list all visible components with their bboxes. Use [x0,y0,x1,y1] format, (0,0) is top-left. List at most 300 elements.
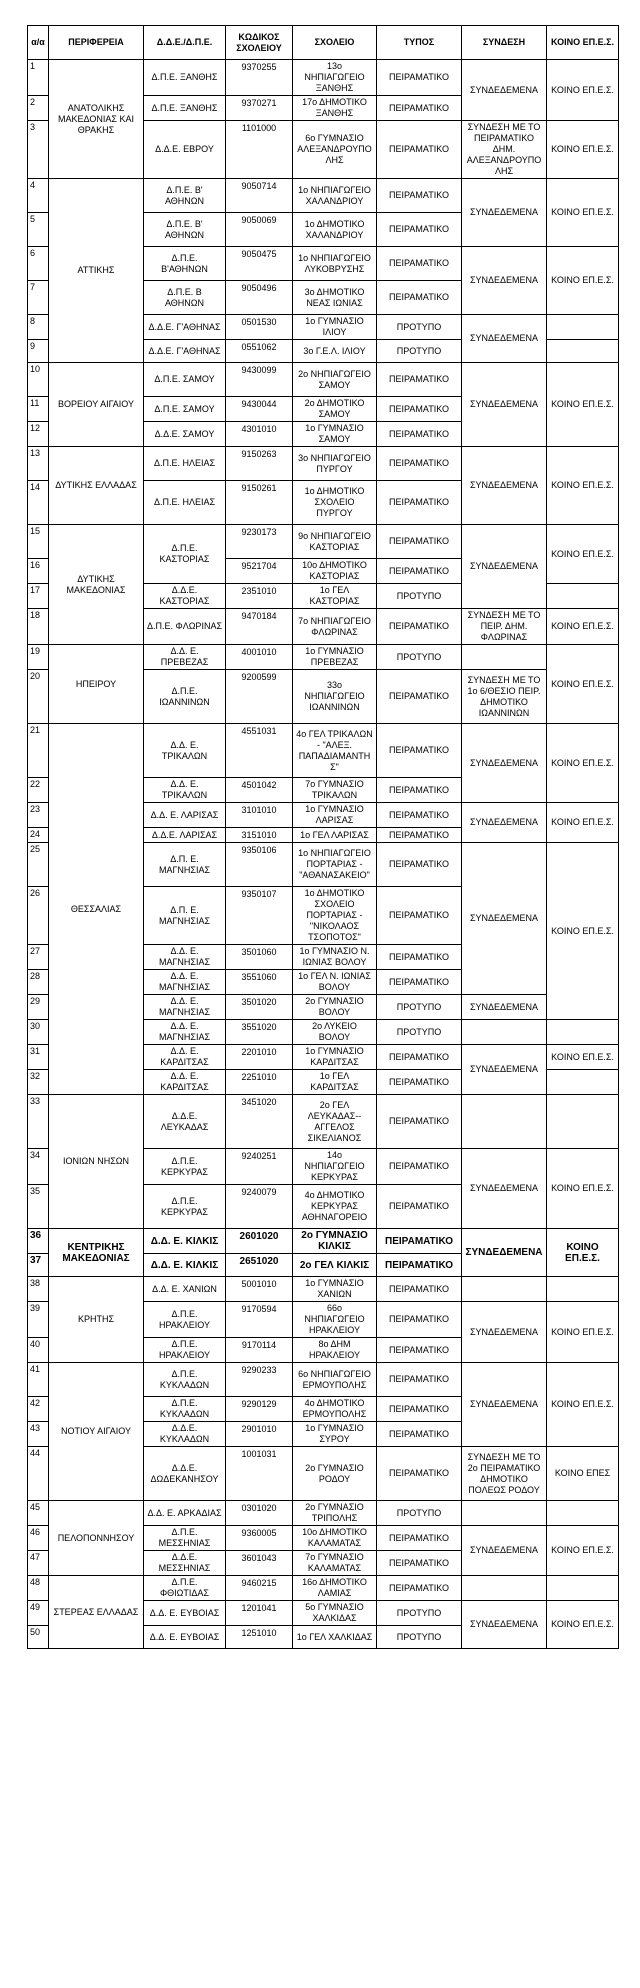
row-number-cell: 49 [28,1601,49,1626]
directorate-cell: Δ.Δ. Ε. ΧΑΝΙΩΝ [144,1277,226,1302]
connection-cell [462,1501,547,1526]
directorate-cell: Δ.Π.Ε. ΗΛΕΙΑΣ [144,447,226,481]
row-number-cell: 33 [28,1095,49,1149]
school-name-cell: 1ο ΔΗΜΟΤΙΚΟ ΣΧΟΛΕΙΟ ΠΟΡΤΑΡΙΑΣ - "ΝΙΚΟΛΑΟΣ ΤΣΟΠΟΤΟΣ" [293,887,377,945]
header-cell-number: α/α [28,26,49,60]
school-code-cell: 4551031 [226,724,293,778]
common-council-cell: ΚΟΙΝΟ ΕΠ.Ε.Σ. [547,843,619,1020]
school-type-cell: ΠΡΟΤΥΠΟ [377,315,462,340]
header-cell-type: ΤΥΠΟΣ [377,26,462,60]
row-number-cell: 32 [28,1070,49,1095]
school-name-cell: 1ο ΔΗΜΟΤΙΚΟ ΣΧΟΛΕΙΟ ΠΥΡΓΟΥ [293,481,377,525]
row-number-cell: 21 [28,724,49,778]
directorate-cell: Δ.Δ. Ε. ΚΙΛΚΙΣ [144,1254,226,1277]
school-type-cell: ΠΕΙΡΑΜΑΤΙΚΟ [377,945,462,970]
table-row [28,363,619,397]
row-number-cell: 25 [28,843,49,887]
school-name-cell: 2ο ΓΕΛ ΛΕΥΚΑΔΑΣ-- ΑΓΓΕΛΟΣ ΣΙΚΕΛΙΑΝΟΣ [293,1095,377,1149]
school-code-cell: 5001010 [226,1277,293,1302]
connection-cell: ΣΥΝΔΕΔΕΜΕΝΑ [462,1601,547,1649]
common-council-cell [547,1095,619,1149]
school-code-cell: 2651020 [226,1254,293,1277]
school-name-cell: 2ο ΓΥΜΝΑΣΙΟ ΡΟΔΟΥ [293,1447,377,1501]
school-code-cell: 9290233 [226,1363,293,1397]
schools-table [27,25,619,1649]
school-code-cell: 9050714 [226,179,293,213]
header-cell-common-council: ΚΟΙΝΟ ΕΠ.Ε.Σ. [547,26,619,60]
connection-cell [462,1576,547,1601]
row-number-cell: 22 [28,778,49,803]
directorate-cell: Δ.Π.Ε. Β ΑΘΗΝΩΝ [144,281,226,315]
school-type-cell: ΠΕΙΡΑΜΑΤΙΚΟ [377,397,462,422]
school-name-cell: 5ο ΓΥΜΝΑΣΙΟ ΧΑΛΚΙΔΑΣ [293,1601,377,1626]
school-type-cell: ΠΕΙΡΑΜΑΤΙΚΟ [377,1254,462,1277]
common-council-cell: ΚΟΙΝΟ ΕΠ.Ε.Σ. [547,803,619,843]
connection-cell: ΣΥΝΔΕΣΗ ΜΕ ΤΟ 2ο ΠΕΙΡΑΜΑΤΙΚΟ ΔΗΜΟΤΙΚΟ ΠΟΛΕΩΣ ΡΟΔΟΥ [462,1447,547,1501]
school-type-cell: ΠΕΙΡΑΜΑΤΙΚΟ [377,179,462,213]
row-number-cell: 47 [28,1551,49,1576]
row-number-cell: 46 [28,1526,49,1551]
school-name-cell: 13ο ΝΗΠΙΑΓΩΓΕΙΟ ΞΑΝΘΗΣ [293,60,377,96]
row-number-cell: 1 [28,60,49,96]
school-code-cell: 9050475 [226,247,293,281]
directorate-cell: Δ.Π.Ε. ΚΕΡΚΥΡΑΣ [144,1185,226,1229]
common-council-cell [547,1277,619,1302]
directorate-cell: Δ.Π.Ε. ΗΡΑΚΛΕΙΟΥ [144,1302,226,1338]
common-council-cell [547,584,619,609]
school-type-cell: ΠΕΙΡΑΜΑΤΙΚΟ [377,1363,462,1397]
common-council-cell [547,315,619,340]
table-row [28,645,619,670]
region-cell: ΚΕΝΤΡΙΚΗΣ ΜΑΚΕΔΟΝΙΑΣ [49,1229,144,1277]
school-type-cell: ΠΕΙΡΑΜΑΤΙΚΟ [377,1095,462,1149]
school-name-cell: 1ο ΓΥΜΝΑΣΙΟ ΛΑΡΙΣΑΣ [293,803,377,828]
directorate-cell: Δ.Δ. Ε. ΛΑΡΙΣΑΣ [144,803,226,828]
common-council-cell: ΚΟΙΝΟ ΕΠ.Ε.Σ. [547,1601,619,1649]
row-number-cell: 39 [28,1302,49,1338]
school-name-cell: 2ο ΔΗΜΟΤΙΚΟ ΣΑΜΟΥ [293,397,377,422]
school-code-cell: 4001010 [226,645,293,670]
school-code-cell: 9230173 [226,525,293,559]
connection-cell: ΣΥΝΔΕΔΕΜΕΝΑ [462,179,547,247]
row-number-cell: 10 [28,363,49,397]
row-number-cell: 12 [28,422,49,447]
common-council-cell [547,1020,619,1045]
directorate-cell: Δ.Π.Ε. ΙΩΑΝΝΙΝΩΝ [144,670,226,724]
school-code-cell: 4301010 [226,422,293,447]
header-cell-region: ΠΕΡΙΦΕΡΕΙΑ [49,26,144,60]
school-type-cell: ΠΕΙΡΑΜΑΤΙΚΟ [377,559,462,584]
directorate-cell: Δ.Δ. Ε. ΜΑΓΝΗΣΙΑΣ [144,995,226,1020]
school-code-cell: 9240079 [226,1185,293,1229]
school-type-cell: ΠΡΟΤΥΠΟ [377,340,462,363]
common-council-cell [547,1576,619,1601]
common-council-cell: ΚΟΙΝΟ ΕΠ.Ε.Σ. [547,1363,619,1447]
school-type-cell: ΠΡΟΤΥΠΟ [377,645,462,670]
row-number-cell: 8 [28,315,49,340]
school-name-cell: 2ο ΓΕΛ ΚΙΛΚΙΣ [293,1254,377,1277]
common-council-cell: ΚΟΙΝΟ ΕΠ.Ε.Σ. [547,363,619,447]
school-name-cell: 3ο ΝΗΠΙΑΓΩΓΕΙΟ ΠΥΡΓΟΥ [293,447,377,481]
school-name-cell: 7ο ΝΗΠΙΑΓΩΓΕΙΟ ΦΛΩΡΙΝΑΣ [293,609,377,645]
directorate-cell: Δ.Π.Ε. ΚΕΡΚΥΡΑΣ [144,1149,226,1185]
connection-cell: ΣΥΝΔΕΔΕΜΕΝΑ [462,1526,547,1576]
school-type-cell: ΠΡΟΤΥΠΟ [377,1601,462,1626]
school-name-cell: 1ο ΓΥΜΝΑΣΙΟ ΣΑΜΟΥ [293,422,377,447]
school-code-cell: 0501530 [226,315,293,340]
school-type-cell: ΠΡΟΤΥΠΟ [377,1020,462,1045]
connection-cell: ΣΥΝΔΕΔΕΜΕΝΑ [462,724,547,803]
directorate-cell: Δ.Π.Ε. Β' ΑΘΗΝΩΝ [144,179,226,213]
region-cell: ΘΕΣΣΑΛΙΑΣ [49,724,144,1095]
table-row [28,525,619,559]
connection-cell: ΣΥΝΔΕΣΗ ΜΕ ΤΟ ΠΕΙΡ. ΔΗΜ. ΦΛΩΡΙΝΑΣ [462,609,547,645]
school-code-cell: 3601043 [226,1551,293,1576]
school-type-cell: ΠΡΟΤΥΠΟ [377,1501,462,1526]
common-council-cell: ΚΟΙΝΟ ΕΠ.Ε.Σ. [547,1526,619,1576]
school-name-cell: 1ο ΓΥΜΝΑΣΙΟ Ν. ΙΩΝΙΑΣ ΒΟΛΟΥ [293,945,377,970]
school-name-cell: 9ο ΝΗΠΙΑΓΩΓΕΙΟ ΚΑΣΤΟΡΙΑΣ [293,525,377,559]
directorate-cell: Δ.Δ. Ε. ΚΙΛΚΙΣ [144,1229,226,1254]
school-type-cell: ΠΕΙΡΑΜΑΤΙΚΟ [377,96,462,121]
school-name-cell: 2ο ΓΥΜΝΑΣΙΟ ΒΟΛΟΥ [293,995,377,1020]
directorate-cell: Δ.Δ.Ε. Γ'ΑΘΗΝΑΣ [144,340,226,363]
school-name-cell: 3ο ΔΗΜΟΤΙΚΟ ΝΕΑΣ ΙΩΝΙΑΣ [293,281,377,315]
region-cell: ΗΠΕΙΡΟΥ [49,645,144,724]
directorate-cell: Δ.Π.Ε. Β'ΑΘΗΝΩΝ [144,247,226,281]
school-code-cell: 9170594 [226,1302,293,1338]
connection-cell: ΣΥΝΔΕΔΕΜΕΝΑ [462,803,547,843]
connection-cell: ΣΥΝΔΕΔΕΜΕΝΑ [462,995,547,1020]
connection-cell [462,645,547,670]
directorate-cell: Δ.Δ.Ε. ΕΒΡΟΥ [144,121,226,179]
table-row [28,179,619,213]
common-council-cell: ΚΟΙΝΟ ΕΠ.Ε.Σ. [547,60,619,121]
connection-cell: ΣΥΝΔΕΔΕΜΕΝΑ [462,525,547,609]
school-code-cell: 9200599 [226,670,293,724]
common-council-cell: ΚΟΙΝΟ ΕΠ.Ε.Σ. [547,1229,619,1277]
school-code-cell: 2251010 [226,1070,293,1095]
directorate-cell: Δ.Π.Ε. ΗΡΑΚΛΕΙΟΥ [144,1338,226,1363]
common-council-cell: ΚΟΙΝΟ ΕΠΕΣ [547,1447,619,1501]
directorate-cell: Δ.Δ. Ε. ΕΥΒΟΙΑΣ [144,1626,226,1649]
header-row [28,26,619,60]
table-body [28,60,619,1649]
school-name-cell: 1ο ΝΗΠΙΑΓΩΓΕΙΟ ΠΟΡΤΑΡΙΑΣ - "ΑΘΑΝΑΣΑΚΕΙΟ" [293,843,377,887]
school-code-cell: 3151010 [226,828,293,843]
connection-cell: ΣΥΝΔΕΔΕΜΕΝΑ [462,60,547,121]
row-number-cell: 28 [28,970,49,995]
row-number-cell: 29 [28,995,49,1020]
school-name-cell: 1ο ΓΕΛ ΛΑΡΙΣΑΣ [293,828,377,843]
school-code-cell: 9430099 [226,363,293,397]
directorate-cell: Δ.Δ. Ε. ΤΡΙΚΑΛΩΝ [144,778,226,803]
school-type-cell: ΠΕΙΡΑΜΑΤΙΚΟ [377,828,462,843]
common-council-cell: ΚΟΙΝΟ ΕΠ.Ε.Σ. [547,447,619,525]
school-type-cell: ΠΡΟΤΥΠΟ [377,584,462,609]
region-cell: ΠΕΛΟΠΟΝΝΗΣΟΥ [49,1501,144,1576]
school-name-cell: 66ο ΝΗΠΙΑΓΩΓΕΙΟ ΗΡΑΚΛΕΙΟΥ [293,1302,377,1338]
row-number-cell: 26 [28,887,49,945]
directorate-cell: Δ.Δ. Ε. ΕΥΒΟΙΑΣ [144,1601,226,1626]
school-code-cell: 3101010 [226,803,293,828]
table-row [28,1229,619,1254]
row-number-cell: 27 [28,945,49,970]
school-code-cell: 2601020 [226,1229,293,1254]
school-code-cell: 9290129 [226,1397,293,1422]
school-name-cell: 1ο ΝΗΠΙΑΓΩΓΕΙΟ ΧΑΛΑΝΔΡΙΟΥ [293,179,377,213]
region-cell: ΚΡΗΤΗΣ [49,1277,144,1363]
school-type-cell: ΠΕΙΡΑΜΑΤΙΚΟ [377,1447,462,1501]
row-number-cell: 34 [28,1149,49,1185]
school-type-cell: ΠΕΙΡΑΜΑΤΙΚΟ [377,1526,462,1551]
table-row [28,1576,619,1601]
connection-cell: ΣΥΝΔΕΔΕΜΕΝΑ [462,247,547,315]
directorate-cell: Δ.Δ.Ε. ΔΩΔΕΚΑΝΗΣΟΥ [144,1447,226,1501]
school-type-cell: ΠΕΙΡΑΜΑΤΙΚΟ [377,1397,462,1422]
school-type-cell: ΠΕΙΡΑΜΑΤΙΚΟ [377,281,462,315]
directorate-cell: Δ.Π.Ε. ΦΛΩΡΙΝΑΣ [144,609,226,645]
directorate-cell: Δ.Π.Ε. ΚΥΚΛΑΔΩΝ [144,1397,226,1422]
school-name-cell: 2ο ΓΥΜΝΑΣΙΟ ΤΡΙΠΟΛΗΣ [293,1501,377,1526]
school-name-cell: 2ο ΛΥΚΕΙΟ ΒΟΛΟΥ [293,1020,377,1045]
connection-cell: ΣΥΝΔΕΔΕΜΕΝΑ [462,1149,547,1229]
directorate-cell: Δ.Δ.Ε. ΛΕΥΚΑΔΑΣ [144,1095,226,1149]
table-row [28,60,619,96]
row-number-cell: 14 [28,481,49,525]
connection-cell: ΣΥΝΔΕΔΕΜΕΝΑ [462,1229,547,1277]
school-type-cell: ΠΕΙΡΑΜΑΤΙΚΟ [377,1422,462,1447]
school-code-cell: 9240251 [226,1149,293,1185]
school-name-cell: 4ο ΔΗΜΟΤΙΚΟ ΕΡΜΟΥΠΟΛΗΣ [293,1397,377,1422]
directorate-cell: Δ.Δ.Ε. ΣΑΜΟΥ [144,422,226,447]
directorate-cell: Δ.Π. Ε. ΜΑΓΝΗΣΙΑΣ [144,887,226,945]
directorate-cell: Δ.Π.Ε. ΣΑΜΟΥ [144,363,226,397]
row-number-cell: 5 [28,213,49,247]
school-type-cell: ΠΕΙΡΑΜΑΤΙΚΟ [377,481,462,525]
school-name-cell: 4ο ΓΕΛ ΤΡΙΚΑΛΩΝ - "ΑΛΕΞ. ΠΑΠΑΔΙΑΜΑΝΤΗΣ" [293,724,377,778]
school-name-cell: 1ο ΓΕΛ Ν. ΙΩΝΙΑΣ ΒΟΛΟΥ [293,970,377,995]
row-number-cell: 30 [28,1020,49,1045]
connection-cell: ΣΥΝΔΕΔΕΜΕΝΑ [462,843,547,995]
school-type-cell: ΠΡΟΤΥΠΟ [377,1626,462,1649]
school-name-cell: 10ο ΔΗΜΟΤΙΚΟ ΚΑΛΑΜΑΤΑΣ [293,1526,377,1551]
school-code-cell: 0551062 [226,340,293,363]
school-code-cell: 9150263 [226,447,293,481]
school-name-cell: 4ο ΔΗΜΟΤΙΚΟ ΚΕΡΚΥΡΑΣ ΑΘΗΝΑΓΟΡΕΙΟ [293,1185,377,1229]
directorate-cell: Δ.Δ.Ε. ΛΑΡΙΣΑΣ [144,828,226,843]
school-type-cell: ΠΕΙΡΑΜΑΤΙΚΟ [377,887,462,945]
school-code-cell: 9350106 [226,843,293,887]
school-name-cell: 3ο Γ.Ε.Λ. ΙΛΙΟΥ [293,340,377,363]
common-council-cell: ΚΟΙΝΟ ΕΠ.Ε.Σ. [547,1302,619,1363]
school-code-cell: 1251010 [226,1626,293,1649]
school-code-cell: 9430044 [226,397,293,422]
connection-cell [462,1277,547,1302]
directorate-cell: Δ.Δ.Ε. ΚΥΚΛΑΔΩΝ [144,1422,226,1447]
common-council-cell: ΚΟΙΝΟ ΕΠ.Ε.Σ. [547,1149,619,1229]
common-council-cell [547,1070,619,1095]
school-type-cell: ΠΕΙΡΑΜΑΤΙΚΟ [377,363,462,397]
school-code-cell: 1201041 [226,1601,293,1626]
school-name-cell: 1ο ΓΕΛ ΚΑΡΔΙΤΣΑΣ [293,1070,377,1095]
common-council-cell: ΚΟΙΝΟ ΕΠ.Ε.Σ. [547,609,619,645]
connection-cell: ΣΥΝΔΕΔΕΜΕΝΑ [462,315,547,363]
table-row [28,1363,619,1397]
row-number-cell: 37 [28,1254,49,1277]
school-code-cell: 9050496 [226,281,293,315]
row-number-cell: 48 [28,1576,49,1601]
school-code-cell: 9370271 [226,96,293,121]
row-number-cell: 23 [28,803,49,828]
school-type-cell: ΠΕΙΡΑΜΑΤΙΚΟ [377,1070,462,1095]
row-number-cell: 19 [28,645,49,670]
school-code-cell: 2351010 [226,584,293,609]
directorate-cell: Δ.Δ. Ε. ΚΑΡΔΙΤΣΑΣ [144,1045,226,1070]
school-code-cell: 3501060 [226,945,293,970]
header-cell-directorate: Δ.Δ.Ε./Δ.Π.Ε. [144,26,226,60]
connection-cell: ΣΥΝΔΕΔΕΜΕΝΑ [462,447,547,525]
common-council-cell: ΚΟΙΝΟ ΕΠ.Ε.Σ. [547,121,619,179]
school-type-cell: ΠΕΙΡΑΜΑΤΙΚΟ [377,778,462,803]
region-cell: ΔΥΤΙΚΗΣ ΜΑΚΕΔΟΝΙΑΣ [49,525,144,645]
school-code-cell: 9360005 [226,1526,293,1551]
school-name-cell: 33ο ΝΗΠΙΑΓΩΓΕΙΟ ΙΩΑΝΝΙΝΩΝ [293,670,377,724]
row-number-cell: 7 [28,281,49,315]
school-type-cell: ΠΕΙΡΑΜΑΤΙΚΟ [377,970,462,995]
school-name-cell: 16ο ΔΗΜΟΤΙΚΟ ΛΑΜΙΑΣ [293,1576,377,1601]
connection-cell [462,1095,547,1149]
row-number-cell: 41 [28,1363,49,1397]
directorate-cell: Δ.Π.Ε. ΜΕΣΣΗΝΙΑΣ [144,1526,226,1551]
header-cell-connection: ΣΥΝΔΕΣΗ [462,26,547,60]
row-number-cell: 17 [28,584,49,609]
row-number-cell: 20 [28,670,49,724]
row-number-cell: 40 [28,1338,49,1363]
row-number-cell: 18 [28,609,49,645]
school-name-cell: 17ο ΔΗΜΟΤΙΚΟ ΞΑΝΘΗΣ [293,96,377,121]
header-cell-school: ΣΧΟΛΕΙΟ [293,26,377,60]
common-council-cell: ΚΟΙΝΟ ΕΠ.Ε.Σ. [547,1045,619,1070]
directorate-cell: Δ.Π.Ε. ΗΛΕΙΑΣ [144,481,226,525]
table-row [28,1095,619,1149]
school-type-cell: ΠΕΙΡΑΜΑΤΙΚΟ [377,121,462,179]
row-number-cell: 9 [28,340,49,363]
school-type-cell: ΠΕΙΡΑΜΑΤΙΚΟ [377,1149,462,1185]
school-name-cell: 8ο ΔΗΜ ΗΡΑΚΛΕΙΟΥ [293,1338,377,1363]
school-type-cell: ΠΡΟΤΥΠΟ [377,995,462,1020]
row-number-cell: 15 [28,525,49,559]
school-type-cell: ΠΕΙΡΑΜΑΤΙΚΟ [377,1551,462,1576]
school-code-cell: 2201010 [226,1045,293,1070]
school-name-cell: 2ο ΓΥΜΝΑΣΙΟ ΚΙΛΚΙΣ [293,1229,377,1254]
school-name-cell: 7ο ΓΥΜΝΑΣΙΟ ΤΡΙΚΑΛΩΝ [293,778,377,803]
row-number-cell: 36 [28,1229,49,1254]
school-type-cell: ΠΕΙΡΑΜΑΤΙΚΟ [377,1576,462,1601]
school-name-cell: 6ο ΓΥΜΝΑΣΙΟ ΑΛΕΞΑΝΔΡΟΥΠΟΛΗΣ [293,121,377,179]
row-number-cell: 42 [28,1397,49,1422]
region-cell: ΑΝΑΤΟΛΙΚΗΣ ΜΑΚΕΔΟΝΙΑΣ ΚΑΙ ΘΡΑΚΗΣ [49,60,144,179]
connection-cell: ΣΥΝΔΕΔΕΜΕΝΑ [462,1302,547,1363]
directorate-cell: Δ.Δ.Ε. ΜΕΣΣΗΝΙΑΣ [144,1551,226,1576]
school-code-cell: 9370255 [226,60,293,96]
directorate-cell: Δ.Δ.Ε. ΚΑΣΤΟΡΙΑΣ [144,584,226,609]
school-type-cell: ΠΕΙΡΑΜΑΤΙΚΟ [377,1229,462,1254]
connection-cell: ΣΥΝΔΕΣΗ ΜΕ ΤΟ 1ο 6/ΘΕΣΙΟ ΠΕΙΡ. ΔΗΜΟΤΙΚΟ ΙΩΑΝΝΙΝΩΝ [462,670,547,724]
directorate-cell: Δ.Π.Ε. Β' ΑΘΗΝΩΝ [144,213,226,247]
directorate-cell: Δ.Δ. Ε. ΜΑΓΝΗΣΙΑΣ [144,970,226,995]
school-type-cell: ΠΕΙΡΑΜΑΤΙΚΟ [377,1185,462,1229]
school-type-cell: ΠΕΙΡΑΜΑΤΙΚΟ [377,525,462,559]
directorate-cell: Δ.Π. Ε. ΜΑΓΝΗΣΙΑΣ [144,843,226,887]
school-code-cell: 1001031 [226,1447,293,1501]
directorate-cell: Δ.Π.Ε. ΞΑΝΘΗΣ [144,60,226,96]
school-name-cell: 1ο ΓΥΜΝΑΣΙΟ ΠΡΕΒΕΖΑΣ [293,645,377,670]
school-name-cell: 1ο ΓΕΛ ΧΑΛΚΙΔΑΣ [293,1626,377,1649]
connection-cell: ΣΥΝΔΕΔΕΜΕΝΑ [462,1363,547,1447]
directorate-cell: Δ.Π.Ε. ΣΑΜΟΥ [144,397,226,422]
school-type-cell: ΠΕΙΡΑΜΑΤΙΚΟ [377,422,462,447]
school-code-cell: 9150261 [226,481,293,525]
row-number-cell: 43 [28,1422,49,1447]
school-type-cell: ΠΕΙΡΑΜΑΤΙΚΟ [377,213,462,247]
directorate-cell: Δ.Δ. Ε. ΜΑΓΝΗΣΙΑΣ [144,1020,226,1045]
school-name-cell: 1ο ΓΥΜΝΑΣΙΟ ΧΑΝΙΩΝ [293,1277,377,1302]
row-number-cell: 35 [28,1185,49,1229]
row-number-cell: 38 [28,1277,49,1302]
connection-cell: ΣΥΝΔΕΔΕΜΕΝΑ [462,363,547,447]
school-code-cell: 3551020 [226,1020,293,1045]
row-number-cell: 44 [28,1447,49,1501]
school-type-cell: ΠΕΙΡΑΜΑΤΙΚΟ [377,60,462,96]
row-number-cell: 50 [28,1626,49,1649]
table-row [28,724,619,778]
school-name-cell: 10ο ΔΗΜΟΤΙΚΟ ΚΑΣΤΟΡΙΑΣ [293,559,377,584]
school-name-cell: 2ο ΝΗΠΙΑΓΩΓΕΙΟ ΣΑΜΟΥ [293,363,377,397]
connection-cell: ΣΥΝΔΕΣΗ ΜΕ ΤΟ ΠΕΙΡΑΜΑΤΙΚΟ ΔΗΜ. ΑΛΕΞΑΝΔΡΟΥΠΟΛΗΣ [462,121,547,179]
region-cell: ΣΤΕΡΕΑΣ ΕΛΛΑΔΑΣ [49,1576,144,1649]
school-code-cell: 0301020 [226,1501,293,1526]
row-number-cell: 6 [28,247,49,281]
school-type-cell: ΠΕΙΡΑΜΑΤΙΚΟ [377,1277,462,1302]
school-type-cell: ΠΕΙΡΑΜΑΤΙΚΟ [377,803,462,828]
school-type-cell: ΠΕΙΡΑΜΑΤΙΚΟ [377,1302,462,1338]
common-council-cell [547,1501,619,1526]
directorate-cell: Δ.Δ. Ε. ΤΡΙΚΑΛΩΝ [144,724,226,778]
school-name-cell: 1ο ΔΗΜΟΤΙΚΟ ΧΑΛΑΝΔΡΙΟΥ [293,213,377,247]
school-code-cell: 4501042 [226,778,293,803]
school-code-cell: 9460215 [226,1576,293,1601]
connection-cell [462,1020,547,1045]
region-cell: ΒΟΡΕΙΟΥ ΑΙΓΑΙΟΥ [49,363,144,447]
row-number-cell: 2 [28,96,49,121]
common-council-cell: ΚΟΙΝΟ ΕΠ.Ε.Σ. [547,525,619,584]
row-number-cell: 45 [28,1501,49,1526]
school-code-cell: 2901010 [226,1422,293,1447]
region-cell: ΙΟΝΙΩΝ ΝΗΣΩΝ [49,1095,144,1229]
header-cell-school-code: ΚΩΔΙΚΟΣ ΣΧΟΛΕΙΟΥ [226,26,293,60]
common-council-cell: ΚΟΙΝΟ ΕΠ.Ε.Σ. [547,179,619,247]
school-name-cell: 1ο ΝΗΠΙΑΓΩΓΕΙΟ ΛΥΚΟΒΡΥΣΗΣ [293,247,377,281]
table-row [28,1501,619,1526]
school-code-cell: 3501020 [226,995,293,1020]
connection-cell: ΣΥΝΔΕΔΕΜΕΝΑ [462,1045,547,1095]
directorate-cell: Δ.Π.Ε. ΞΑΝΘΗΣ [144,96,226,121]
school-name-cell: 1ο ΓΥΜΝΑΣΙΟ ΣΥΡΟΥ [293,1422,377,1447]
school-name-cell: 14ο ΝΗΠΙΑΓΩΓΕΙΟ ΚΕΡΚΥΡΑΣ [293,1149,377,1185]
directorate-cell: Δ.Δ. Ε. ΠΡΕΒΕΖΑΣ [144,645,226,670]
region-cell: ΔΥΤΙΚΗΣ ΕΛΛΑΔΑΣ [49,447,144,525]
